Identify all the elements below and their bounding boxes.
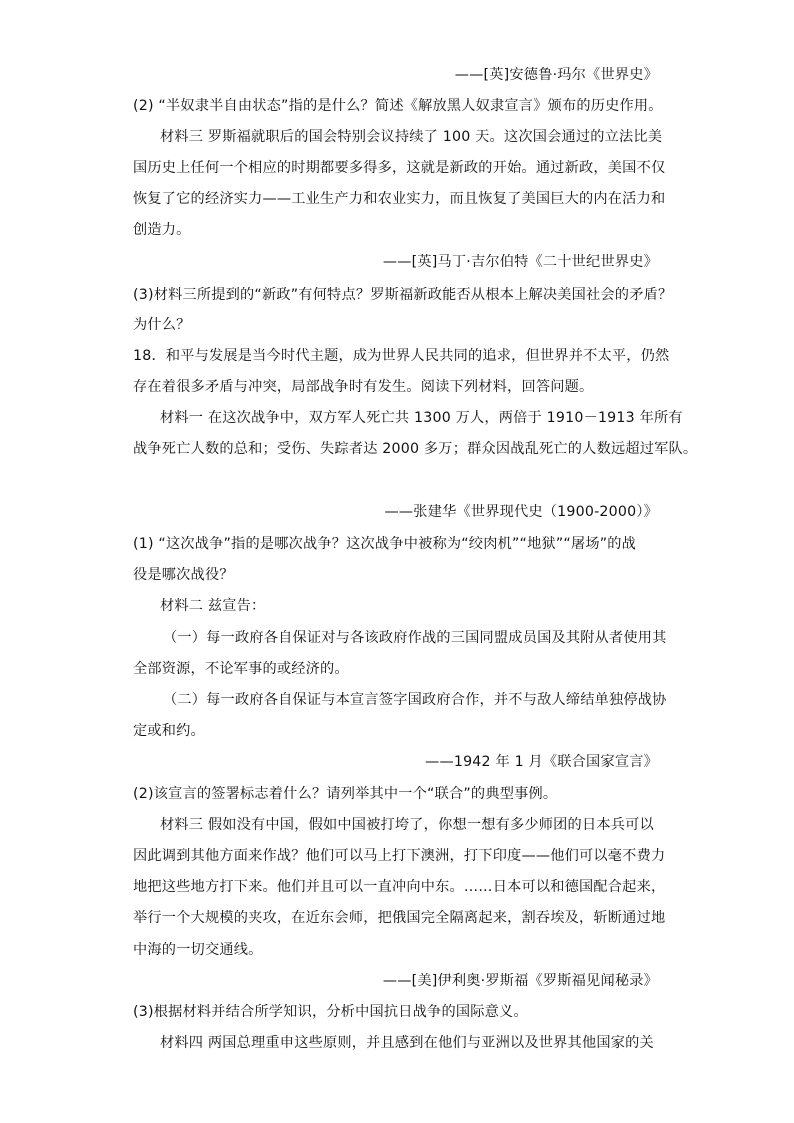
material-text: （一）每一政府各自保证对与各该政府作战的三国同盟成员国及其附从者使用其 xyxy=(163,630,667,646)
question-text: 役是哪次战役？ xyxy=(133,567,234,583)
material-text: 中海的一切交通线。 xyxy=(133,942,263,958)
material-text: 材料二 兹宣告： xyxy=(160,598,266,614)
question-text: (3)根据材料并结合所学知识，分析中国抗日战争的国际意义。 xyxy=(133,1004,528,1020)
material-text: 举行一个大规模的夹攻，在近东会师，把俄国完全隔离起来，割吞埃及，斩断通过地 xyxy=(133,910,666,926)
source-citation: ——[美]伊利奥·罗斯福《罗斯福见闻秘录》 xyxy=(382,973,658,989)
material-text: 材料四 两国总理重申这些原则，并且感到在他们与亚洲以及世界其他国家的关 xyxy=(160,1035,654,1051)
question-text: 存在着很多矛盾与冲突，局部战争时有发生。阅读下列材料，回答问题。 xyxy=(133,379,594,395)
material-text: 创造力。 xyxy=(133,222,191,238)
material-text: 全部资源，不论军事的或经济的。 xyxy=(133,661,349,677)
material-text: 材料一 在这次战争中，双方军人死亡共 1300 万人，两倍于 1910－1913 年所有 xyxy=(160,410,683,426)
material-text: 恢复了它的经济实力——工业生产力和农业实力，而且恢复了美国巨大的内在活力和 xyxy=(133,191,666,207)
question-text: 为什么？ xyxy=(133,317,191,333)
material-text: （二）每一政府各自保证与本宣言签字国政府合作，并不与敌人缔结单独停战协 xyxy=(163,692,667,708)
source-citation: ——[英]安德鲁·玛尔《世界史》 xyxy=(454,67,658,83)
material-text: 材料三 假如没有中国，假如中国被打垮了，你想一想有多少师团的日本兵可以 xyxy=(160,817,654,833)
material-text: 定或和约。 xyxy=(133,723,205,739)
material-text: 地把这些地方打下来。他们并且可以一直冲向中东。……日本可以和德国配合起来， xyxy=(133,879,666,895)
question-text: (2) “半奴隶半自由状态”指的是什么？简述《解放黑人奴隶宣言》颁布的历史作用。 xyxy=(133,98,663,114)
question-text: (1) “这次战争”指的是哪次战争？这次战争中被称为“绞肉机”“地狱”“屠场”的战 xyxy=(133,536,637,552)
material-text: 材料三 罗斯福就职后的国会特别会议持续了 100 天。这次国会通过的立法比美 xyxy=(160,129,663,145)
question-text: (3)材料三所提到的“新政”有何特点？罗斯福新政能否从根本上解决美国社会的矛盾？ xyxy=(133,287,673,303)
source-citation: ——[英]马丁·吉尔伯特《二十世纪世界史》 xyxy=(382,254,658,270)
question-text: 18．和平与发展是当今时代主题，成为世界人民共同的追求，但世界并不太平，仍然 xyxy=(133,348,670,364)
source-citation: ——1942 年 1 月《联合国家宣言》 xyxy=(425,754,658,770)
material-text: 国历史上任何一个相应的时期都要多得多，这就是新政的开始。通过新政，美国不仅 xyxy=(133,160,666,176)
source-citation: ——张建华《世界现代史（1900-2000）》 xyxy=(384,504,658,520)
question-text: (2)该宣言的签署标志着什么？请列举其中一个“联合”的典型事例。 xyxy=(133,786,558,802)
material-text: 战争死亡人数的总和；受伤、失踪者达 2000 多万；群众因战乱死亡的人数远超过军队。 xyxy=(133,441,698,457)
material-text: 因此调到其他方面来作战？他们可以马上打下澳洲，打下印度——他们可以毫不费力 xyxy=(133,848,666,864)
